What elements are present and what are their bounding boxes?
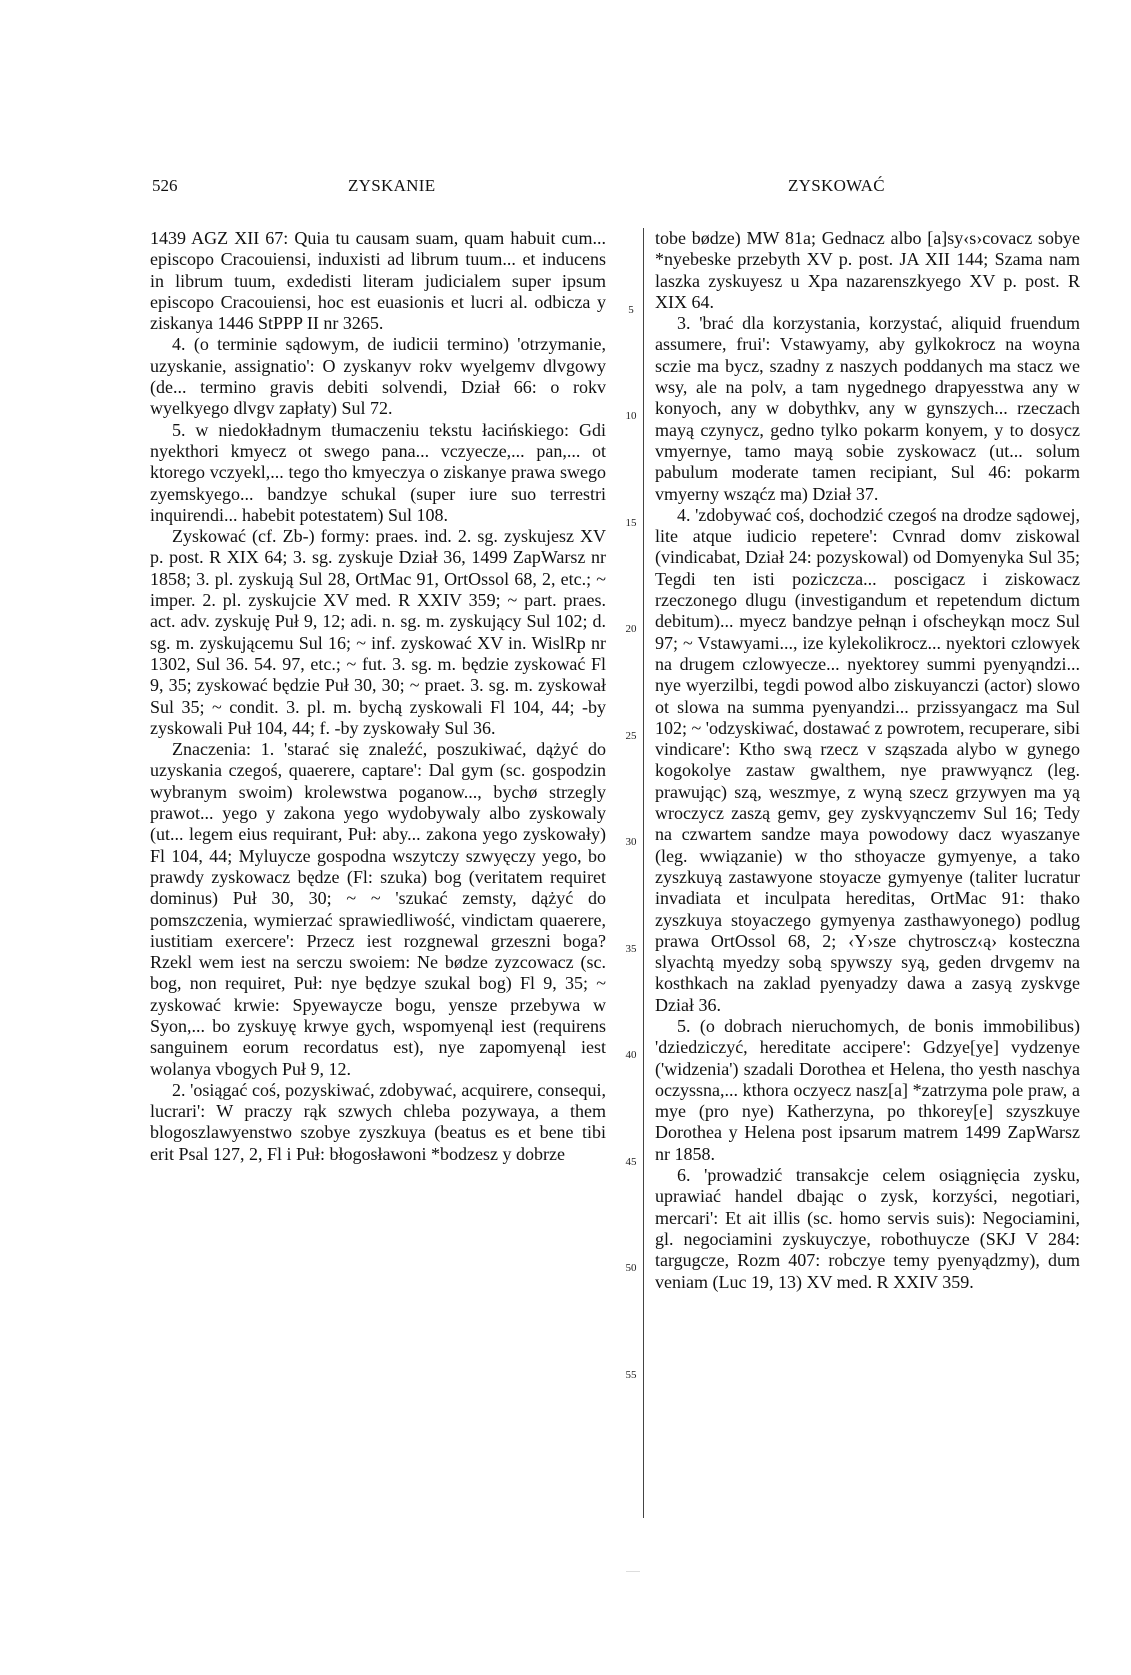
line-number: 40 bbox=[625, 1049, 637, 1061]
entry-paragraph: Znaczenia: 1. 'starać się znaleźć, poszukiwać, dążyć do uzyskania czegoś, quaerere, captare': Dal gym (sc. gospodzin wybranym swoim) krolewstwa poganow..., bychø strzegly prawot... yego y zakona yego wydobywaly albo zyskowaly (ut... legem eius requirant, Puł: aby... zakona yego zyskowały) Fl 104, 44; Myluycze gospodna wszytczy szwyęczy yego, bo prawdy zyskowacz będze (Fl: szuka) bog (veritatem requiret dominus) Puł 30, 30; ~ ~ 'szukać zemsty, dążyć do pomszczenia, wymierzać sprawiedliwość, vindictam quaerere, iustitiam exercere': Przecz iest rozgnewal grzeszni boga? Rzekl wem iest na serczu swoiem: Ne bødze zyzcowacz (sc. bog, non requiret, Puł: nye będzye szukal bog) Fl 9, 35; ~ zyskować krwie: Spyewaycze bogu, yensze przebywa w Syon,... bo zyskuyę krwye gych, wspomyenąl iest (requirens sanguinem eorum recordatus est), nye zapomyenąl iest wolanya vbogych Puł 9, 12. bbox=[150, 739, 606, 1079]
entry-paragraph: tobe bødze) MW 81a; Gednacz albo [a]sy‹s›covacz sobye *nyebeske przebyth XV p. post. JA XII 144; Szama nam laszka zyskuyesz u Xpa nazarenszkyego XV p. post. R XIX 64. bbox=[655, 228, 1080, 312]
entry-paragraph: 3. 'brać dla korzystania, korzystać, aliquid fruendum assumere, frui': Vstawyamy, aby gylkokrocz na woyna sczie ma bycz, szadny z naszych poddanych ma stacz we wsy, ale na polv, a tam nygednego drapyesstwa any w konyoch, any w dobythkv, any w gynszych... rzeczach mayą czynycz, gedno tylko pokarm konyem, y to dosycz vmyernye, tamo mayą sobie zyskowacz (ut... solum pabulum moderate tamen recipiant, Sul 46: pokarm vmyerny wsząćz ma) Dział 37. bbox=[655, 313, 1080, 504]
entry-paragraph: 1439 AGZ XII 67: Quia tu causam suam, quam habuit cum... episcopo Cracouiensi, induxisti ad librum tuum... et inducens in librum tuum, exdedisti literam judicialem super ipsum episcopo Cracouiensi, hoc est euasionis et lucri al. odbicza y ziskanya 1446 StPPP II nr 3265. bbox=[150, 228, 606, 334]
line-number: 35 bbox=[625, 943, 637, 955]
left-column bbox=[150, 228, 606, 1578]
running-head-left: ZYSKANIE bbox=[348, 176, 436, 195]
line-number: 20 bbox=[625, 623, 637, 635]
line-number: 10 bbox=[625, 410, 637, 422]
line-number: 5 bbox=[628, 304, 634, 316]
entry-paragraph: Zyskować (cf. Zb-) formy: praes. ind. 2. sg. zyskujesz XV p. post. R XIX 64; 3. sg. zyskuje Dział 36, 1499 ZapWarsz nr 1858; 3. pl. zyskują Sul 28, OrtMac 91, OrtOssol 68, 2, etc.; ~ imper. 2. pl. zyskujcie XV med. R XXIV 359; ~ part. praes. act. adv. zyskuję Puł 9, 12; adi. n. sg. m. zyskujący Sul 102; d. sg. m. zyskującemu Sul 16; ~ inf. zyskować XV in. WislRp nr 1302, Sul 36. 54. 97, etc.; ~ fut. 3. sg. m. będzie zyskować Fl 9, 35; zyskować będzie Puł 30, 30; ~ praet. 3. sg. m. zyskował Sul 35; ~ condit. 3. pl. m. bychą zyskowali Fl 104, 44; -by zyskowali Puł 104, 44; f. -by zyskowały Sul 36. bbox=[150, 526, 606, 738]
right-column bbox=[655, 228, 1080, 1578]
entry-paragraph: 6. 'prowadzić transakcje celem osiągnięcia zysku, uprawiać handel dbając o zysk, korzyści, negotiari, mercari': Et ait illis (sc. homo servis suis): Negociamini, gl. negociamini zyskuyczye, robothuycze (SKJ V 284: targugcze, Rozm 407: robczye temy pyenyądzmy), dum veniam (Luc 19, 13) XV med. R XXIV 359. bbox=[655, 1165, 1080, 1292]
column-divider bbox=[643, 228, 644, 1518]
entry-paragraph: 2. 'osiągać coś, pozyskiwać, zdobywać, acquirere, consequi, lucrari': W praczy rąk szwych chleba pozywaya, a them blogoszlawyenstwo szobye zyszkuya (beatus es et bene tibi erit Psal 127, 2, Fl i Puł: błogosławoni *bodzesz y dobrze bbox=[150, 1079, 606, 1164]
entry-paragraph: 4. 'zdobywać coś, dochodzić czegoś na drodze sądowej, lite atque iudicio repetere': Cvnrad domv ziskowal (vindicabat, Dział 24: pozyskowal) od Domyenyka Sul 35; Tegdi ten isti poziczcza... poscigacz i ziskowacz rzeczonego dlugu (investigandum et repetendum dictum debitum)... myecz bandzye pełnąn i ofscheykąn mocz Sul 97; ~ Vstawyami..., ize kylekolikrocz... nyektori czlowyek na drugem czlowyecze... nyektorey summi pyenyąndzi... nye wyerzilbi, tegdi powod albo ziskuyanczi (actor) slowo ot slowa na summa pyenyandzi... przissyangacz ma Sul 102; ~ 'odzyskiwać, dostawać z powrotem, recuperare, sibi vindicare': Ktho swą rzecz v sząszada alybo w gynego kogokolye zastaw gwalthem, nye prawwyąncz (leg. prawując) szą, weszmye, z wyną szecz grzywyen ma yą wroczycz zaszą gemv, gey zyskvyąnczemv Sul 16; Tedy na czwartem sandze maya powodowy dacz wyaszanye (leg. wwiązanie) w tho sthoyacze gymyenye, a tako zyszkuyą zastawyone stoyacze gymyenye (taliter lucratur invadiata et inculpata hereditas, OrtMac 91: thako zyszkuya stoyaczego gymyenya zasthawyonego) podlug prawa OrtOssol 68, 2; ‹Y›sze chytroscz‹ą› kosteczna slyachtą myedzy sobą spywszy syą, geden drvgemv na kosthkach na zaklad pyenyadzy dawa a zasyą zyskvge Dział 36. bbox=[655, 504, 1080, 1015]
line-number: 50 bbox=[625, 1262, 637, 1274]
running-head-right: ZYSKOWAĆ bbox=[788, 176, 885, 195]
entry-paragraph: 5. (o dobrach nieruchomych, de bonis immobilibus) 'dziedziczyć, hereditate accipere': Gdzye[ye] vydzenye ('widzenia') szadali Dorothea et Helena, tho yesth naschya oczyssna,... kthora oczyecz nasz[a] *zatrzyma pole praw, a mye (pro nye) Katherzyna, po thkorey[e] szyszkuye Dorothea y Helena post ipsarum matrem 1499 ZapWarsz nr 1858. bbox=[655, 1015, 1080, 1164]
page-number: 526 bbox=[152, 176, 178, 195]
line-number: 15 bbox=[625, 517, 637, 529]
line-number: 55 bbox=[625, 1369, 637, 1381]
line-number: 45 bbox=[625, 1156, 637, 1168]
scan-mark bbox=[626, 1571, 640, 1572]
entry-paragraph: 4. (o terminie sądowym, de iudicii termino) 'otrzymanie, uzyskanie, assignatio': O zyskanyv rokv wyelgemv dlvgowy (de... termino gravis debiti solvendi, Dział 66: o rokv wyelkyego dlvgv zapłaty) Sul 72. bbox=[150, 334, 606, 419]
line-number: 25 bbox=[625, 730, 637, 742]
page-header bbox=[0, 176, 1131, 202]
line-number: 30 bbox=[625, 836, 637, 848]
entry-paragraph: 5. w niedokładnym tłumaczeniu tekstu łacińskiego: Gdi nyekthori kmyecz ot swego pana... vczyecze,... pan,... ot ktorego vczyekl,... tego tho kmyeczya o ziskanye prawa swego zyemskyego... bandzye schukal (super iure suo terrestri inquirendi... habebit potestatem) Sul 108. bbox=[150, 419, 606, 525]
